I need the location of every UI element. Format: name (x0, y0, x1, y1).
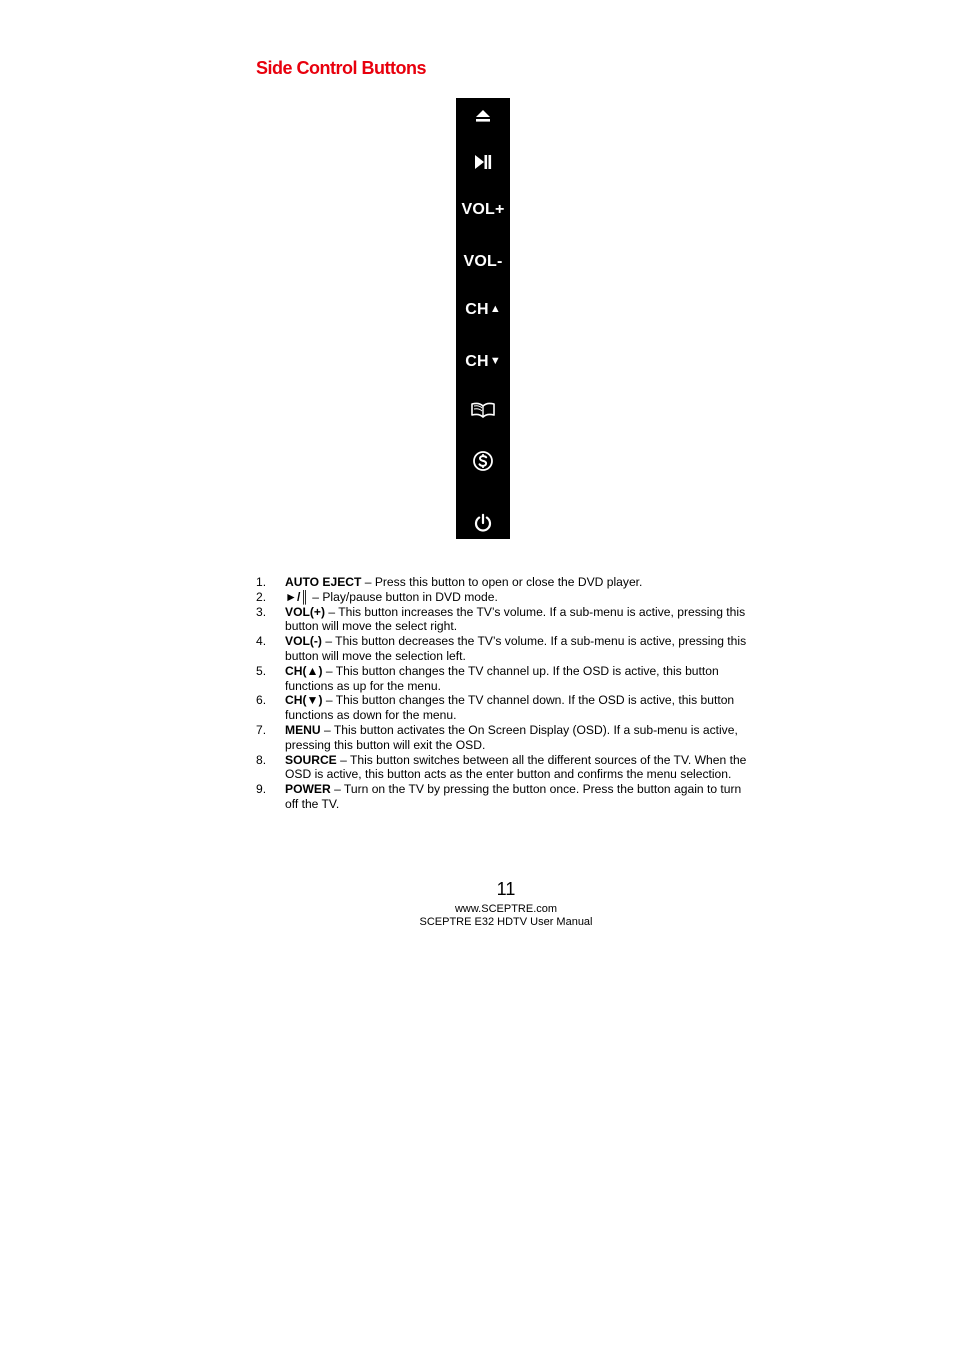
source-button[interactable] (456, 447, 510, 475)
power-button[interactable] (456, 509, 510, 537)
list-item (256, 753, 756, 783)
item-text: – This button switches between all the different sources of the TV. When the OSD is active, this button acts as the enter button and confirms the menu selection. (285, 752, 747, 782)
item-number: 6. (256, 693, 267, 708)
item-label: POWER (285, 782, 331, 797)
triangle-down-icon: ▼ (489, 355, 501, 367)
item-text: – This button increases the TV’s volume. If a sub-menu is active, pressing this button will move the select right. (285, 604, 746, 634)
item-label: CH(▼) (285, 693, 323, 708)
list-item (256, 693, 756, 723)
item-number: 5. (256, 663, 267, 678)
page-title: Side Control Buttons (256, 58, 426, 78)
item-text: – This button decreases the TV’s volume. If a sub-menu is active, pressing this button will move the selection left. (285, 634, 747, 663)
item-text: – This button changes the TV channel down. If the OSD is active, this button functions as down for the menu. (285, 693, 735, 723)
footer-manual-title: SCEPTRE E32 HDTV User Manual (419, 916, 593, 928)
item-label: CH(▲) (285, 663, 323, 678)
item-number: 3. (256, 604, 267, 619)
menu-button[interactable] (456, 396, 510, 424)
list-item (256, 605, 756, 635)
power-icon (473, 513, 493, 533)
item-text: – This button changes the TV channel up. If the OSD is active, this button functions as up for the menu. (285, 663, 719, 693)
item-text: – Play/pause button in DVD mode. (308, 589, 498, 604)
play-pause-button[interactable] (456, 148, 510, 176)
ch-up-label: CH (465, 301, 489, 318)
item-text: – Turn on the TV by pressing the button once. Press the button again to turn off the TV. (285, 782, 742, 811)
side-control-panel (456, 98, 510, 539)
item-number: 7. (256, 722, 267, 737)
item-label: VOL(-) (285, 634, 322, 649)
source-icon (472, 450, 494, 472)
triangle-up-icon: ▲ (489, 303, 501, 315)
eject-icon (475, 109, 491, 123)
list-item (256, 575, 756, 590)
item-label: MENU (285, 722, 321, 737)
item-number: 2. (256, 589, 267, 604)
ch-down-label: CH (465, 353, 489, 370)
menu-book-icon (470, 401, 496, 419)
item-number: 1. (256, 575, 267, 589)
item-label: ►/║ (285, 589, 309, 604)
list-item (256, 664, 756, 694)
list-item (256, 782, 756, 812)
footer-url: www.SCEPTRE.com (454, 903, 558, 915)
page-number: 11 (496, 879, 516, 899)
item-number: 9. (256, 782, 267, 797)
ch-down-button[interactable] (456, 348, 510, 376)
item-label: VOL(+) (285, 604, 325, 619)
eject-button[interactable] (456, 102, 510, 130)
item-label: SOURCE (285, 752, 337, 767)
item-number: 8. (256, 752, 267, 767)
list-item (256, 634, 756, 664)
vol-minus-button[interactable] (456, 248, 510, 276)
list-item (256, 723, 756, 753)
vol-plus-button[interactable] (456, 196, 510, 224)
button-description-list (256, 575, 756, 812)
list-item (256, 590, 756, 605)
item-label: AUTO EJECT (285, 575, 362, 589)
item-text: – This button activates the On Screen Display (OSD). If a sub-menu is active, pressing this button will exit the OSD. (285, 722, 738, 752)
play-pause-icon (474, 154, 492, 170)
item-text: – Press this button to open or close the DVD player. (361, 575, 643, 589)
item-number: 4. (256, 634, 267, 649)
vol-minus-label: VOL- (463, 253, 503, 270)
vol-plus-label: VOL+ (461, 201, 505, 218)
ch-up-button[interactable] (456, 296, 510, 324)
